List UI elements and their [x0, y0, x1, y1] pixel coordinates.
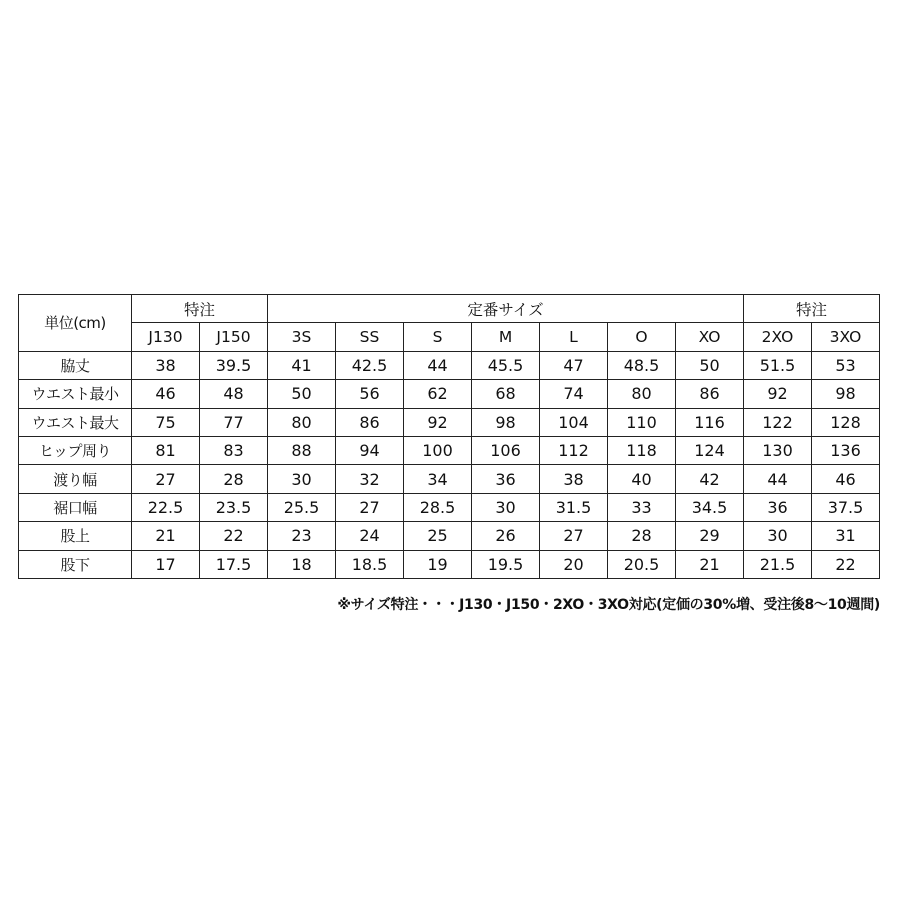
- table-row: [19, 522, 880, 550]
- measurement-value: 32: [336, 465, 404, 493]
- size-header: SS: [336, 323, 404, 351]
- measurement-value: 130: [744, 436, 812, 464]
- measurement-label: ウエスト最大: [19, 408, 132, 436]
- measurement-value: 37.5: [812, 493, 880, 521]
- measurement-value: 112: [540, 436, 608, 464]
- measurement-value: 30: [268, 465, 336, 493]
- measurement-value: 104: [540, 408, 608, 436]
- size-header-row: [19, 323, 880, 351]
- measurement-label: 渡り幅: [19, 465, 132, 493]
- measurement-value: 27: [132, 465, 200, 493]
- measurement-value: 38: [132, 351, 200, 379]
- measurement-value: 48.5: [608, 351, 676, 379]
- measurement-value: 86: [336, 408, 404, 436]
- table-row: [19, 380, 880, 408]
- table-row: [19, 351, 880, 379]
- measurement-value: 24: [336, 522, 404, 550]
- measurement-value: 110: [608, 408, 676, 436]
- measurement-value: 46: [812, 465, 880, 493]
- measurement-value: 80: [268, 408, 336, 436]
- measurement-label: 股上: [19, 522, 132, 550]
- size-header: XO: [676, 323, 744, 351]
- measurement-value: 94: [336, 436, 404, 464]
- measurement-value: 50: [268, 380, 336, 408]
- measurement-value: 77: [200, 408, 268, 436]
- measurement-value: 28.5: [404, 493, 472, 521]
- measurement-value: 75: [132, 408, 200, 436]
- measurement-value: 17: [132, 550, 200, 578]
- size-header: J150: [200, 323, 268, 351]
- measurement-value: 46: [132, 380, 200, 408]
- measurement-value: 51.5: [744, 351, 812, 379]
- measurement-value: 98: [472, 408, 540, 436]
- measurement-value: 124: [676, 436, 744, 464]
- measurement-value: 21.5: [744, 550, 812, 578]
- measurement-value: 38: [540, 465, 608, 493]
- measurement-value: 36: [472, 465, 540, 493]
- measurement-value: 17.5: [200, 550, 268, 578]
- measurement-value: 33: [608, 493, 676, 521]
- group-header-row: [19, 295, 880, 323]
- measurement-value: 83: [200, 436, 268, 464]
- measurement-value: 22: [200, 522, 268, 550]
- size-header: 2XO: [744, 323, 812, 351]
- measurement-value: 26: [472, 522, 540, 550]
- size-header: J130: [132, 323, 200, 351]
- measurement-value: 34.5: [676, 493, 744, 521]
- table-row: [19, 465, 880, 493]
- measurement-value: 92: [744, 380, 812, 408]
- measurement-value: 18.5: [336, 550, 404, 578]
- measurement-value: 18: [268, 550, 336, 578]
- measurement-value: 56: [336, 380, 404, 408]
- table-row: [19, 408, 880, 436]
- measurement-value: 21: [676, 550, 744, 578]
- measurement-label: ヒップ周り: [19, 436, 132, 464]
- measurement-value: 25: [404, 522, 472, 550]
- size-header: 3XO: [812, 323, 880, 351]
- measurement-value: 19: [404, 550, 472, 578]
- table-row: [19, 550, 880, 578]
- measurement-value: 47: [540, 351, 608, 379]
- measurement-value: 98: [812, 380, 880, 408]
- measurement-value: 20: [540, 550, 608, 578]
- measurement-value: 27: [336, 493, 404, 521]
- measurement-value: 41: [268, 351, 336, 379]
- measurement-value: 23: [268, 522, 336, 550]
- measurement-value: 81: [132, 436, 200, 464]
- size-header: 3S: [268, 323, 336, 351]
- measurement-value: 118: [608, 436, 676, 464]
- measurement-value: 62: [404, 380, 472, 408]
- measurement-value: 128: [812, 408, 880, 436]
- measurement-value: 28: [608, 522, 676, 550]
- measurement-value: 30: [744, 522, 812, 550]
- group-header-special-large: 特注: [744, 295, 880, 323]
- measurement-value: 21: [132, 522, 200, 550]
- measurement-value: 28: [200, 465, 268, 493]
- measurement-value: 30: [472, 493, 540, 521]
- measurement-value: 34: [404, 465, 472, 493]
- special-order-footnote: ※サイズ特注・・・J130・J150・2XO・3XO対応(定価の30%増、受注後8〜10週間): [337, 597, 880, 613]
- measurement-value: 39.5: [200, 351, 268, 379]
- measurement-label: 股下: [19, 550, 132, 578]
- table-row: [19, 436, 880, 464]
- measurement-value: 50: [676, 351, 744, 379]
- measurement-value: 86: [676, 380, 744, 408]
- measurement-value: 44: [404, 351, 472, 379]
- size-header: M: [472, 323, 540, 351]
- measurement-value: 74: [540, 380, 608, 408]
- measurement-value: 136: [812, 436, 880, 464]
- measurement-value: 122: [744, 408, 812, 436]
- measurement-value: 106: [472, 436, 540, 464]
- measurement-value: 53: [812, 351, 880, 379]
- size-chart-table: [18, 294, 880, 579]
- measurement-value: 31: [812, 522, 880, 550]
- measurement-value: 44: [744, 465, 812, 493]
- group-header-special-junior: 特注: [132, 295, 268, 323]
- measurement-value: 27: [540, 522, 608, 550]
- size-header: O: [608, 323, 676, 351]
- measurement-label: 脇丈: [19, 351, 132, 379]
- measurement-value: 88: [268, 436, 336, 464]
- measurement-value: 42.5: [336, 351, 404, 379]
- table-row: [19, 493, 880, 521]
- measurement-value: 23.5: [200, 493, 268, 521]
- measurement-value: 31.5: [540, 493, 608, 521]
- unit-label: 単位(cm): [19, 295, 132, 352]
- measurement-label: 裾口幅: [19, 493, 132, 521]
- measurement-value: 22.5: [132, 493, 200, 521]
- measurement-value: 20.5: [608, 550, 676, 578]
- measurement-value: 45.5: [472, 351, 540, 379]
- measurement-value: 100: [404, 436, 472, 464]
- size-header: L: [540, 323, 608, 351]
- measurement-value: 68: [472, 380, 540, 408]
- measurement-value: 80: [608, 380, 676, 408]
- measurement-value: 116: [676, 408, 744, 436]
- measurement-value: 40: [608, 465, 676, 493]
- measurement-value: 36: [744, 493, 812, 521]
- measurement-label: ウエスト最小: [19, 380, 132, 408]
- group-header-standard: 定番サイズ: [268, 295, 744, 323]
- measurement-value: 29: [676, 522, 744, 550]
- measurement-value: 25.5: [268, 493, 336, 521]
- measurement-value: 92: [404, 408, 472, 436]
- measurement-rows: [19, 351, 880, 578]
- size-header: S: [404, 323, 472, 351]
- measurement-value: 48: [200, 380, 268, 408]
- measurement-value: 22: [812, 550, 880, 578]
- measurement-value: 19.5: [472, 550, 540, 578]
- measurement-value: 42: [676, 465, 744, 493]
